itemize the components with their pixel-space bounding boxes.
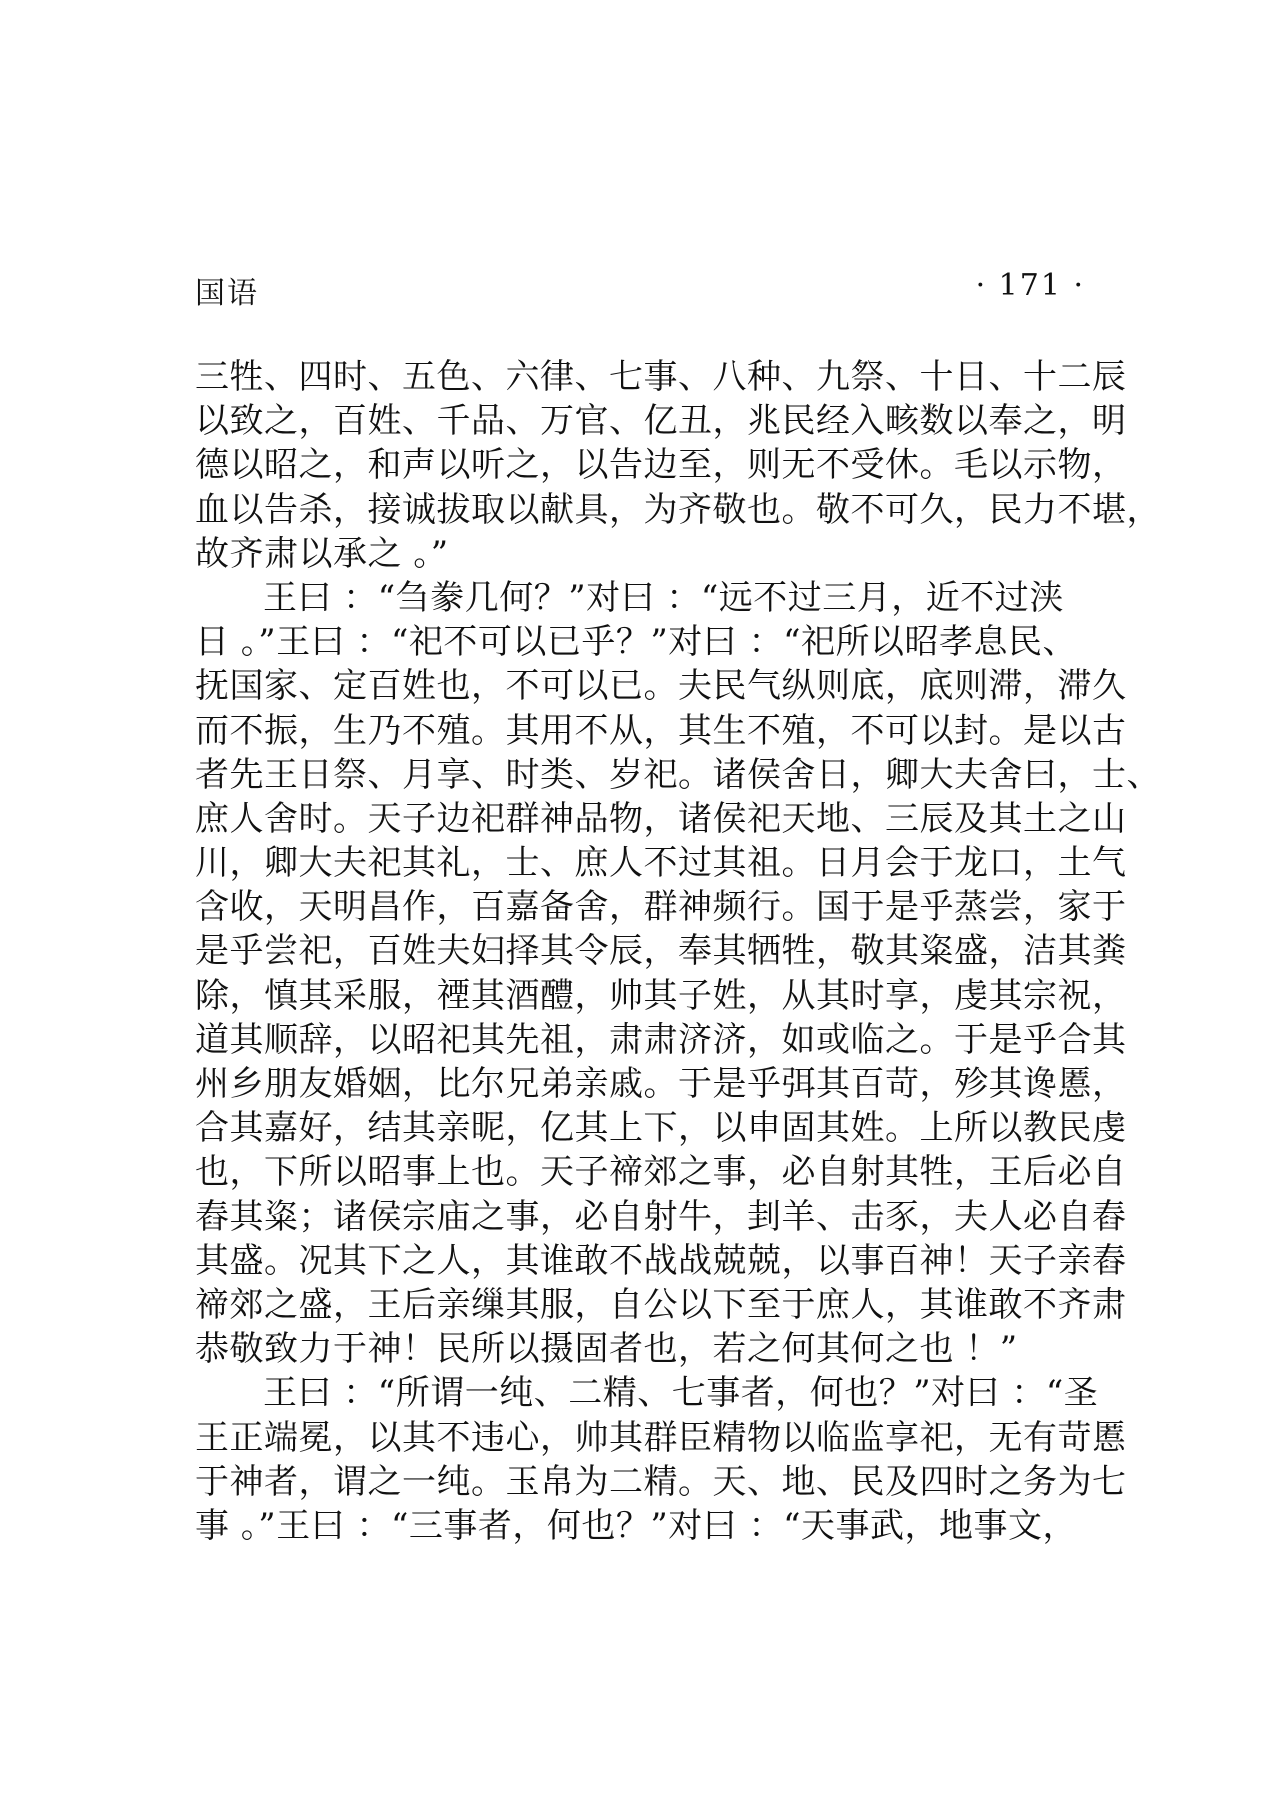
body-text [195, 355, 1161, 1548]
text-line: 三牲、四时、五色、六律、七事、八种、九祭、十日、十二辰 [195, 357, 1127, 397]
text-line: 故齐肃以承之 。” [195, 533, 449, 574]
text-line: 川，卿大夫祀其礼，士、庶人不过其祖。日月会于龙口，土气 [195, 843, 1127, 884]
text-line: 道其顺辞，以昭祀其先祖，肃肃济济，如或临之。于是乎合其 [195, 1019, 1127, 1060]
text-line: 于神者，谓之一纯。玉帛为二精。天、地、民及四时之务为七 [195, 1461, 1127, 1502]
text-line: 州乡朋友婚姻，比尔兄弟亲戚。于是乎弭其百苛，殄其谗慝， [195, 1064, 1127, 1104]
text-line: 除，慎其采服，禋其酒醴，帅其子姓，从其时享，虔其宗祝， [195, 975, 1127, 1016]
text-line: 也，下所以昭事上也。天子禘郊之事，必自射其牲，王后必自 [195, 1152, 1127, 1193]
text-line: 王正端冕，以其不违心，帅其群臣精物以临监享祀，无有苛慝 [195, 1417, 1127, 1458]
text-line: 王曰 ：“刍豢几何？”对曰 ：“远不过三月，近不过浃 [263, 577, 1064, 618]
text-line: 日 。”王曰 ：“祀不可以已乎？”对曰 ：“祀所以昭孝息民、 [195, 622, 1077, 663]
text-line: 以致之，百姓、千品、万官、亿丑，兆民经入畡数以奉之，明 [195, 401, 1127, 442]
text-line: 禘郊之盛，王后亲缫其服，自公以下至于庶人，其谁敢不齐肃 [195, 1284, 1127, 1325]
text-line: 抚国家、定百姓也，不可以已。夫民气纵则底，底则滞，滞久 [195, 666, 1127, 707]
text-line: 舂其粢；诸侯宗庙之事，必自射牛，刲羊、击豕，夫人必自舂 [195, 1196, 1127, 1237]
text-line: 而不振，生乃不殖。其用不从，其生不殖，不可以封。是以古 [195, 710, 1127, 751]
text-line: 王曰 ：“所谓一纯、二精、七事者，何也？”对曰 ：“圣 [263, 1373, 1099, 1414]
text-line: 血以告杀，接诚拔取以献具，为齐敬也。敬不可久，民力不堪， [195, 489, 1161, 530]
text-line: 者先王日祭、月享、时类、岁祀。诸侯舍日，卿大夫舍曰，士、 [195, 754, 1161, 795]
text-line: 恭敬致力于神！民所以摄固者也，若之何其何之也 ！” [195, 1329, 1018, 1370]
text-line: 庶人舍时。天子边祀群神品物，诸侯祀天地、三辰及其土之山 [195, 798, 1127, 839]
running-title: 国语 [195, 276, 259, 311]
page-number: · 171 · [975, 268, 1085, 303]
text-line: 含收，天明昌作，百嘉备舍，群神频行。国于是乎蒸尝，家于 [195, 887, 1127, 928]
page-header [195, 268, 1085, 311]
text-line: 事 。”王曰 ：“三事者，何也？”对曰 ：“天事武，地事文， [195, 1505, 1077, 1546]
text-line: 德以昭之，和声以听之，以告边至，则无不受休。毛以示物， [195, 445, 1127, 486]
text-line: 是乎尝祀，百姓夫妇择其令辰，奉其牺牲，敬其粢盛，洁其粪 [195, 931, 1127, 972]
text-line: 合其嘉好，结其亲昵，亿其上下，以申固其姓。上所以教民虔 [195, 1108, 1127, 1149]
text-line: 其盛。况其下之人，其谁敢不战战兢兢，以事百神！天子亲舂 [195, 1240, 1127, 1281]
